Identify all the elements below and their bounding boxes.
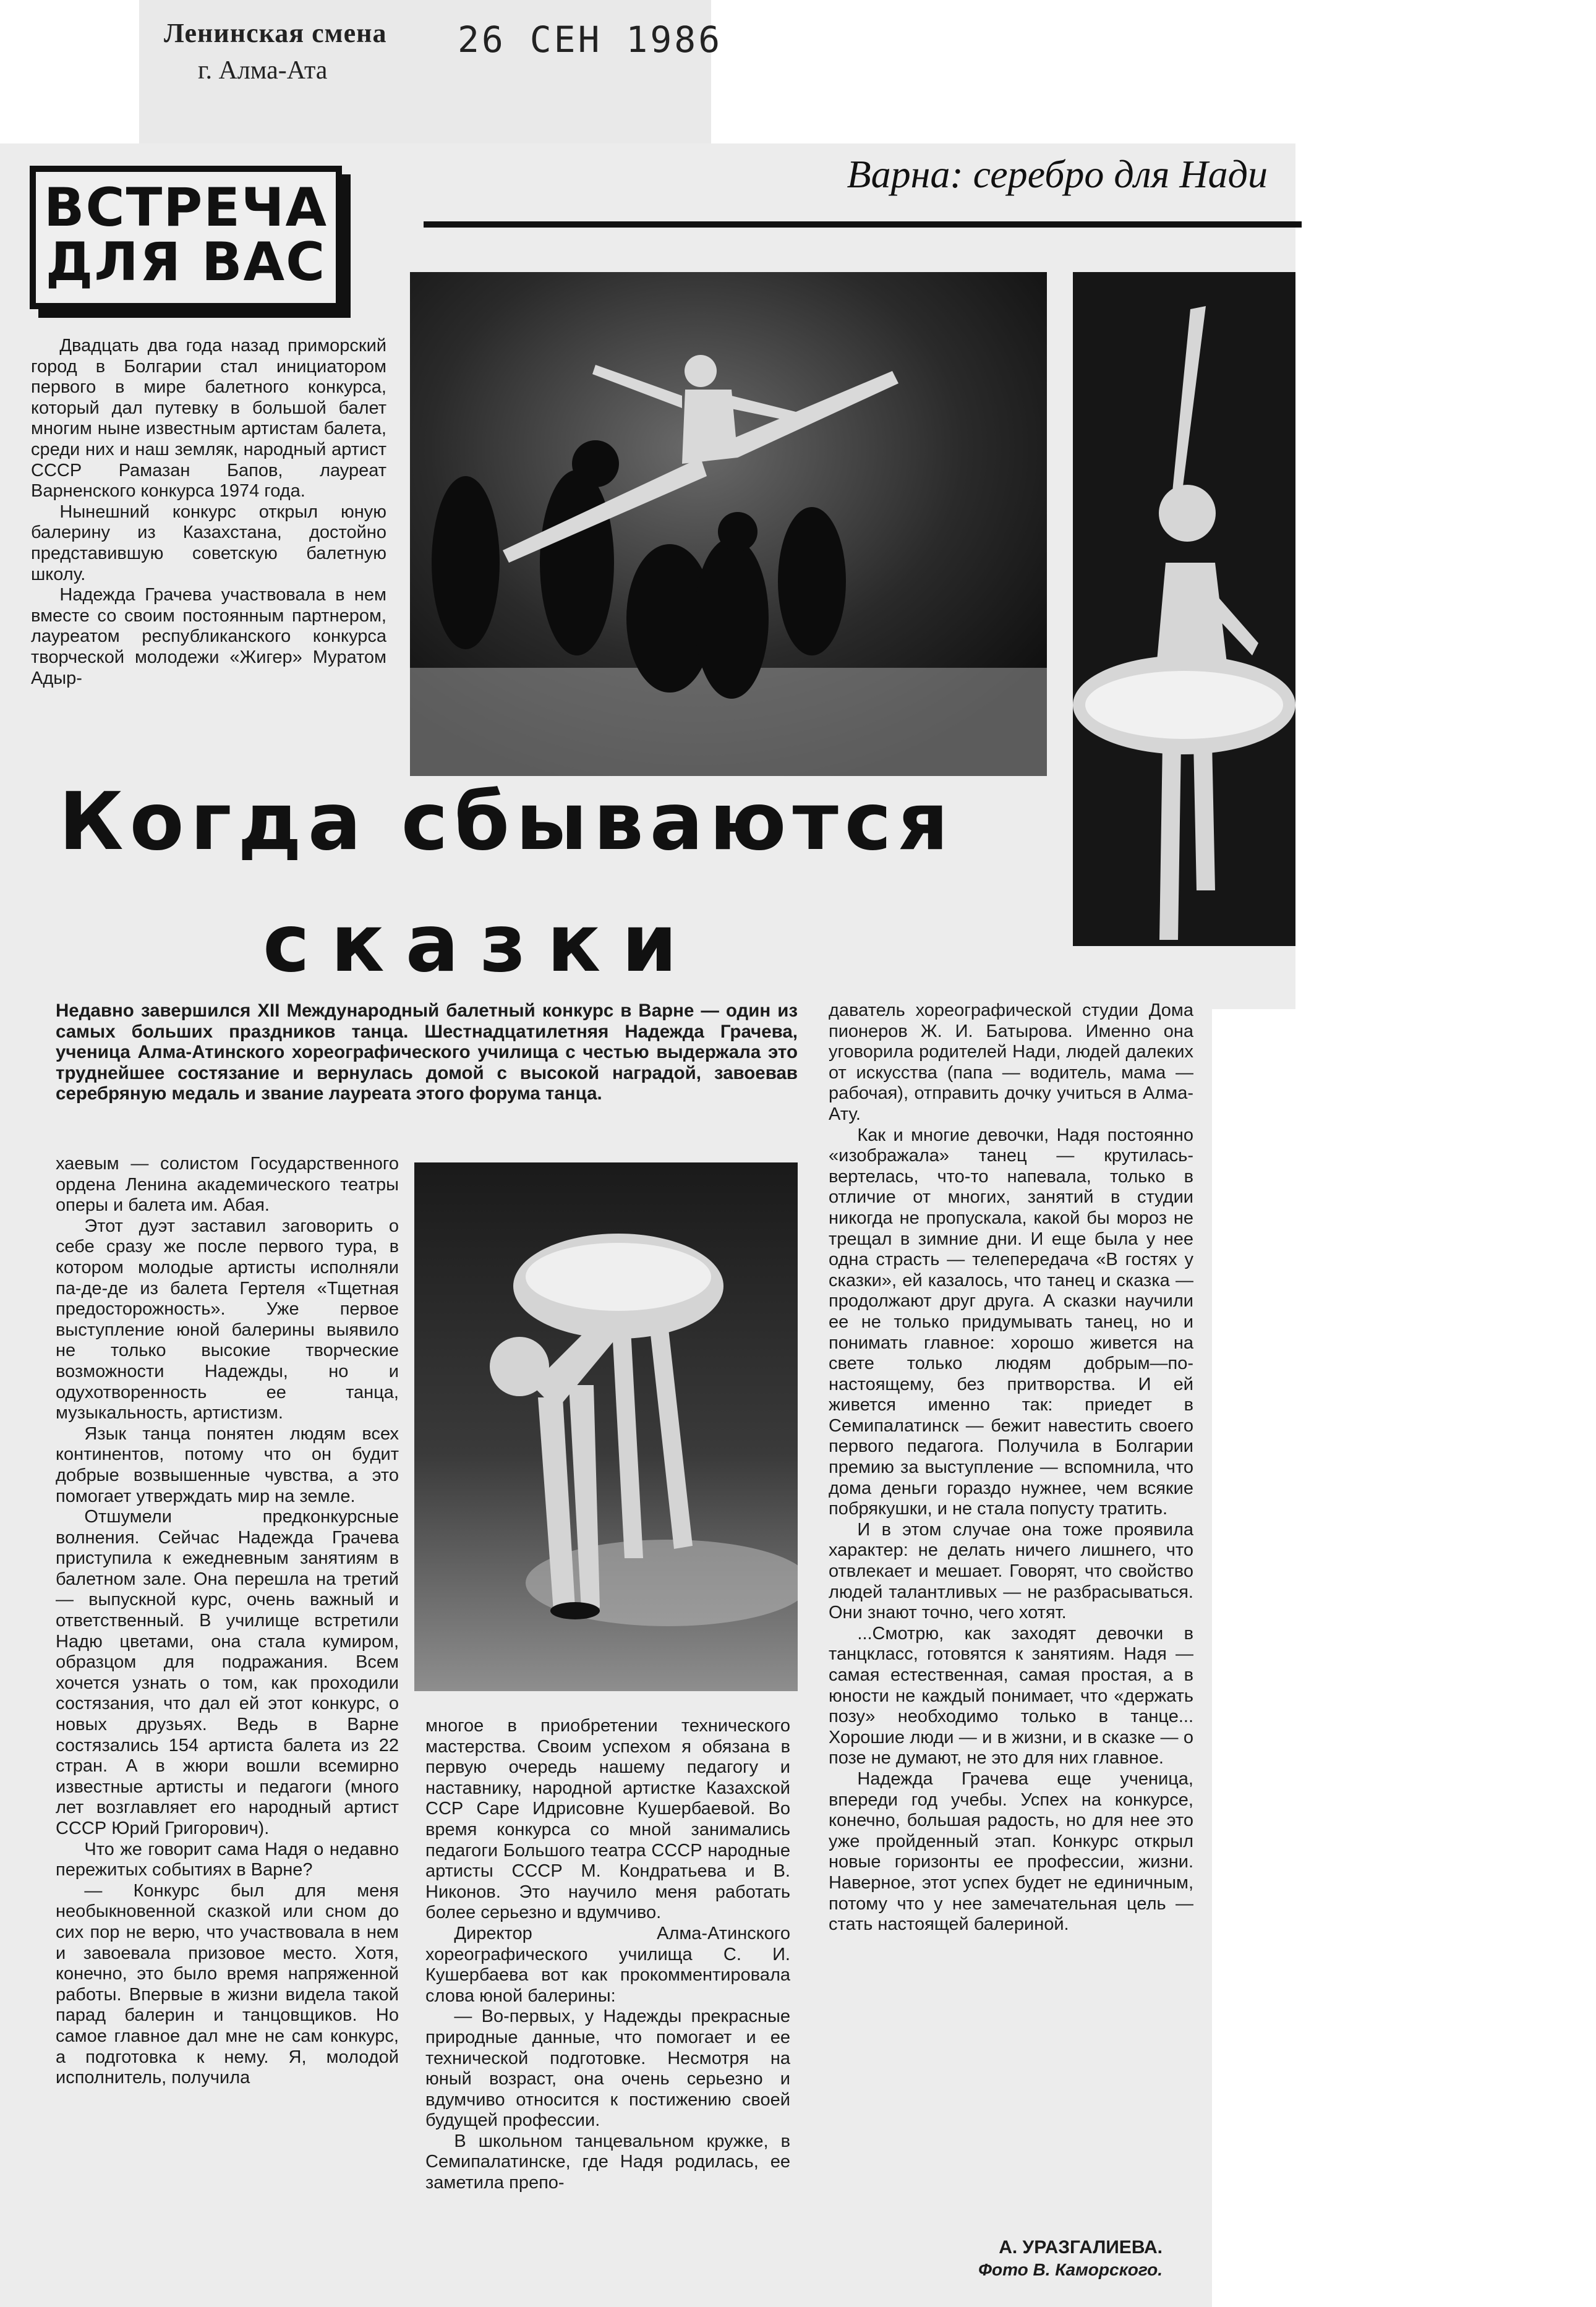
body-paragraph: ...Смотрю, как заходят девочки в танцкласс, готовятся к занятиям. Надя — самая естественная, самая простая, а в юности не каждый понимает, что «держать позу» необходимо только в танце... Хорошие люди — и в жизни, и в сказке — о позе не думают, не это для них главное. [829, 1623, 1193, 1768]
lead-paragraph: Недавно завершился XII Международный балетный конкурс в Варне — один из самых больших праздников танца. Шестнадцатилетняя Надежда Грачева, ученица Алма-Атинского хореографического училища с честью выдержала это труднейшее состязание и вернулась домой с высокой наградой, завоевав серебряную медаль и звание лауреата этого форума танца. [56, 1000, 798, 1104]
body-column-3 [829, 1000, 1193, 1935]
stamp-date: 26 СЕН 1986 [458, 19, 723, 61]
body-paragraph: хаевым — солистом Государственного ордена Ленина академического театры оперы и балета им. Абая. [56, 1154, 399, 1216]
kicker-title: Варна: серебро для Нади [847, 152, 1268, 196]
body-paragraph: Язык танца понятен людям всех континентов, потому что он будит добрые возвышенные чувства, а это помогает утверждать мир на земле. [56, 1423, 399, 1506]
photo-ballerina-leap [410, 272, 1047, 776]
intro-column [31, 336, 386, 750]
intro-paragraph: Двадцать два года назад приморский город в Болгарии стал инициатором первого в мире балетного конкурса, который дал путевку в большой балет многим ныне известным артистам балета, среди них и наш земляк, народный артист СССР Рамазан Бапов, лауреат Варненского конкурса 1974 года. [31, 336, 386, 501]
stamp-city: г. Алма-Ата [198, 56, 328, 85]
intro-paragraph: Нынешний конкурс открыл юную балерину из Казахстана, достойно представившую советскую балетную школу. [31, 501, 386, 584]
body-paragraph: Надежда Грачева еще ученица, впереди год учебы. Успех на конкурсе, конечно, большая радость, но для нее это уже пройденный этап. Конкурс открыл новые горизонты ее профессии, жизни. Наверное, этот успех будет не единичным, потому что у нее замечательная цель — стать настоящей балериной. [829, 1768, 1193, 1935]
body-paragraph: — Во-первых, у Надежды прекрасные природные данные, что помогает и ее технической подготовке. Несмотря на юный возраст, она очень серьезно и вдумчиво относится к постижению своей будущей профессии. [425, 2006, 790, 2131]
body-paragraph: И в этом случае она тоже проявила характер: не делать ничего лишнего, что отвлекает и мешает. Говорят, что свойство людей талантливых — не разбрасываться. Они знают точно, чего хотят. [829, 1519, 1193, 1623]
rubric-line-1: ВСТРЕЧА [43, 177, 328, 239]
headline-line-2: сказки [263, 898, 699, 990]
intro-paragraph: Надежда Грачева участвовала в нем вместе со своим постоянным партнером, лауреатом республиканского конкурса творческой молодежи «Жигер» Муратом Адыр- [31, 585, 386, 688]
body-paragraph: многое в приобретении технического мастерства. Своим успехом я обязана в первую очередь нашему педагогу и наставнику, народной артистке Казахской ССР Саре Идрисовне Кушербаевой. Во время конкурса со мной занимались педагоги Большого театра СССР народные артисты СССР М. Кондратьева и В. Никонов. Это научило меня работать более серьезно и вдумчиво. [425, 1716, 790, 1923]
header-rule [424, 221, 1302, 228]
author-signature: А. УРАЗГАЛИЕВА. [999, 2237, 1163, 2258]
stamp-newspaper-name: Ленинская смена [164, 18, 387, 48]
body-paragraph: — Конкурс был для меня необыкновенной сказкой или сном до сих пор не верю, что участвовала в нем и завоевала призовое место. Хотя, конечно, это было время напряженной работы. Впервые в жизни видела такой парад балерин и танцовщиков. Но самое главное дал мне не сам конкурс, а подготовка к нему. Я, молодой исполнитель, получила [56, 1880, 399, 2088]
body-paragraph: Как и многие девочки, Надя постоянно «изображала» танец — крутилась-вертелась, что-то напевала, только в отличие от многих, занятий в студии никогда не пропускала, какой бы мороз не трещал в зимние дни. И еще была у нее одна страсть — телепередача «В гостях у сказки», ей казалось, что танец и сказка — продолжают друг друга. А сказки научили ее не только придумывать танец, но и понимать главное: хорошо живется на свете только людям добрым—по-настоящему, без притворства. И ей живется именно так: приедет в Семипалатинск — бежит навестить своего первого педагога. Получила в Болгарии премию за выступление — вспомнила, что дома деньги гораздо нужнее, чем всякие побрякушки, и не стала попусту тратить. [829, 1125, 1193, 1519]
photo-ballerina-portrait [1073, 272, 1295, 946]
body-column-2 [425, 1716, 790, 2194]
body-column-1 [56, 1154, 399, 2089]
rubric-box [30, 166, 342, 309]
body-paragraph: даватель хореографической студии Дома пионеров Ж. И. Батырова. Именно она уговорила родителей Нади, людей далеких от искусства (папа — водитель, мама —рабочая), отправить дочку учиться в Алма-Ату. [829, 1000, 1193, 1124]
body-paragraph: В школьном танцевальном кружке, в Семипалатинске, где Надя родилась, ее заметила препо- [425, 2131, 790, 2193]
body-paragraph: Отшумели предконкурсные волнения. Сейчас Надежда Грачева приступила к ежедневным занятиям в балетном зале. Она перешла на третий — выпускной курс, очень важный и ответственный. В училище встретили Надю цветами, она стала кумиром, образцом для подражания. Всем хочется узнать о том, как проходили состязания, что дал ей этот конкурс, о новых друзьях. Ведь в Варне состязались 154 артиста балета из 22 стран. А в жюри вошли всемирно известные артисты и педагоги (много лет возглавляет его народный артист СССР Юрий Григорович). [56, 1507, 399, 1838]
headline-line-1: Когда сбываются [59, 776, 955, 868]
photo-ballerina-bow [414, 1162, 798, 1691]
body-paragraph: Директор Алма-Атинского хореографического училища С. И. Кушербаева вот как прокомментировала слова юной балерины: [425, 1923, 790, 2006]
body-paragraph: Этот дуэт заставил заговорить о себе сразу же после первого тура, в котором молодые артисты исполняли па-де-де из балета Гертеля «Тщетная предосторожность». Уже первое выступление юной балерины выявило не только высокие творческие возможности Надежды, но и одухотворенность ее танца, музыкальность, артистизм. [56, 1216, 399, 1423]
photo-credit: Фото В. Каморского. [978, 2260, 1163, 2279]
body-paragraph: Что же говорит сама Надя о недавно пережитых событиях в Варне? [56, 1839, 399, 1880]
rubric-line-2: ДЛЯ ВАС [45, 231, 326, 293]
